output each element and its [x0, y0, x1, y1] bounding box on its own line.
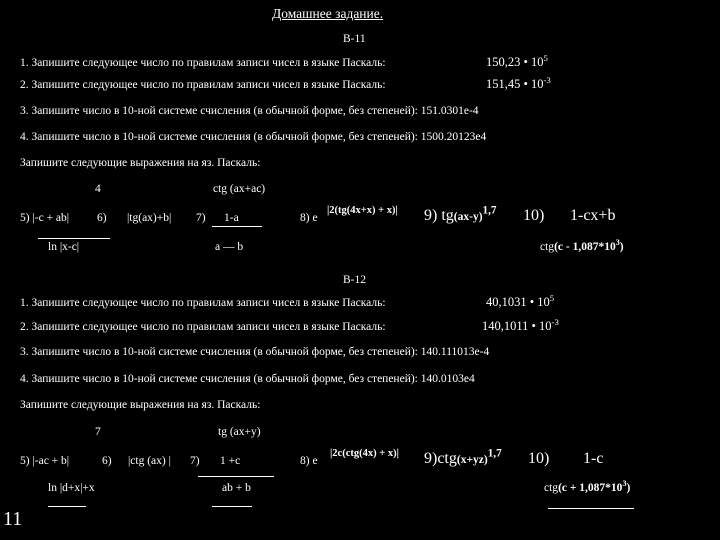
v12-expr6-body: |ctg (ax) | [128, 455, 171, 467]
v12-expressions-intro: Запишите следующие выражения на яз. Паскаль: [20, 399, 261, 411]
v11-expr8-label: 8) e [300, 212, 318, 224]
v11-expr5-numerator: 4 [95, 183, 101, 195]
v12-expr5-denominator: 5) |-ac + b| [20, 455, 70, 467]
v12-expr6-label: 6) [102, 455, 112, 467]
v11-expr6-label: 6) [97, 212, 107, 224]
v12-expr10-label: 10) [528, 450, 550, 467]
v11-question-1: 1. Запишите следующее число по правилам записи чисел в языке Паскаль: [20, 57, 386, 69]
v12-question-2-value: 140,1011 • $10^{-3}$ [482, 316, 559, 333]
variant-12-heading: В-12 [343, 274, 366, 286]
variant-11-heading: В-11 [343, 33, 366, 45]
v12-question-1-value: 40,1031 • $10^5$ [486, 292, 555, 309]
slide-number: 11 [3, 508, 23, 530]
v11-expr7-label: 7) [196, 212, 206, 224]
v12-expr9: $9)ctg(x+yz)^{1,7}$ [424, 447, 502, 467]
v11-expr7-denominator: a — b [215, 241, 244, 253]
v11-question-1-value: 150,23 • $10^5$ [486, 52, 548, 69]
v11-expr10-denominator: $ctg(c - 1,087*10^3)$ [540, 238, 624, 253]
v11-question-2-value: 151,45 • $10^{-3}$ [486, 74, 551, 91]
v11-question-2: 2. Запишите следующее число по правилам записи чисел в языке Паскаль: [20, 79, 386, 91]
v11-expr10-label: 10) [523, 207, 545, 224]
v11-question-3: 3. Запишите число в 10-ной системе счисления (в обычной форме, без степеней): 151.0301e-4 [20, 105, 479, 117]
v12-question-2: 2. Запишите следующее число по правилам записи чисел в языке Паскаль: [20, 321, 386, 333]
v11-expressions-intro: Запишите следующие выражения на яз. Паскаль: [20, 157, 261, 169]
v11-expr6-body: |tg(ax)+b| [127, 212, 172, 224]
v12-question-1: 1. Запишите следующее число по правилам записи чисел в языке Паскаль: [20, 297, 386, 309]
v11-expr10-numerator: 1-cx+b [570, 207, 616, 224]
v12-question-3: 3. Запишите число в 10-ной системе счисления (в обычной форме, без степеней): 140.111013e-4 [20, 346, 490, 358]
v11-expr7-numerator: ctg (ax+ac) [213, 183, 266, 195]
v12-expr10-numerator: 1-c [583, 450, 604, 467]
v11-question-4: 4. Запишите число в 10-ной системе счисления (в обычной форме, без степеней): 1500.20123e4 [20, 131, 487, 143]
v12-expr10-denominator: $ctg(c + 1,087*10^3)$ [544, 479, 631, 494]
v11-expr5-lower: ln |x-c| [48, 241, 80, 253]
v12-expr7-numerator: tg (ax+y) [218, 426, 261, 438]
v11-expr8-exponent: |2(tg(4x+x) + x)| [327, 205, 398, 216]
v12-expr7-label: 7) [190, 455, 200, 467]
v12-expr8-exponent: |2c(ctg(4x) + x)| [330, 448, 399, 459]
v11-expr7-middle: 1-a [224, 212, 239, 224]
v12-question-4: 4. Запишите число в 10-ной системе счисления (в обычной форме, без степеней): 140.0103e4 [20, 373, 475, 385]
v12-expr8-label: 8) e [300, 455, 318, 467]
v12-expr5-numerator: 7 [95, 426, 101, 438]
v11-expr5-denominator: 5) |-c + ab| [20, 212, 70, 224]
v12-expr5-lower: ln |d+x|+x [48, 482, 95, 494]
page-title: Домашнее задание. [272, 6, 384, 21]
v12-expr7-denominator: ab + b [222, 482, 251, 494]
v11-expr9: 9) $tg(ax-y)^{1,7}$ [424, 204, 497, 224]
v12-expr7-middle: 1 +c [220, 455, 241, 467]
